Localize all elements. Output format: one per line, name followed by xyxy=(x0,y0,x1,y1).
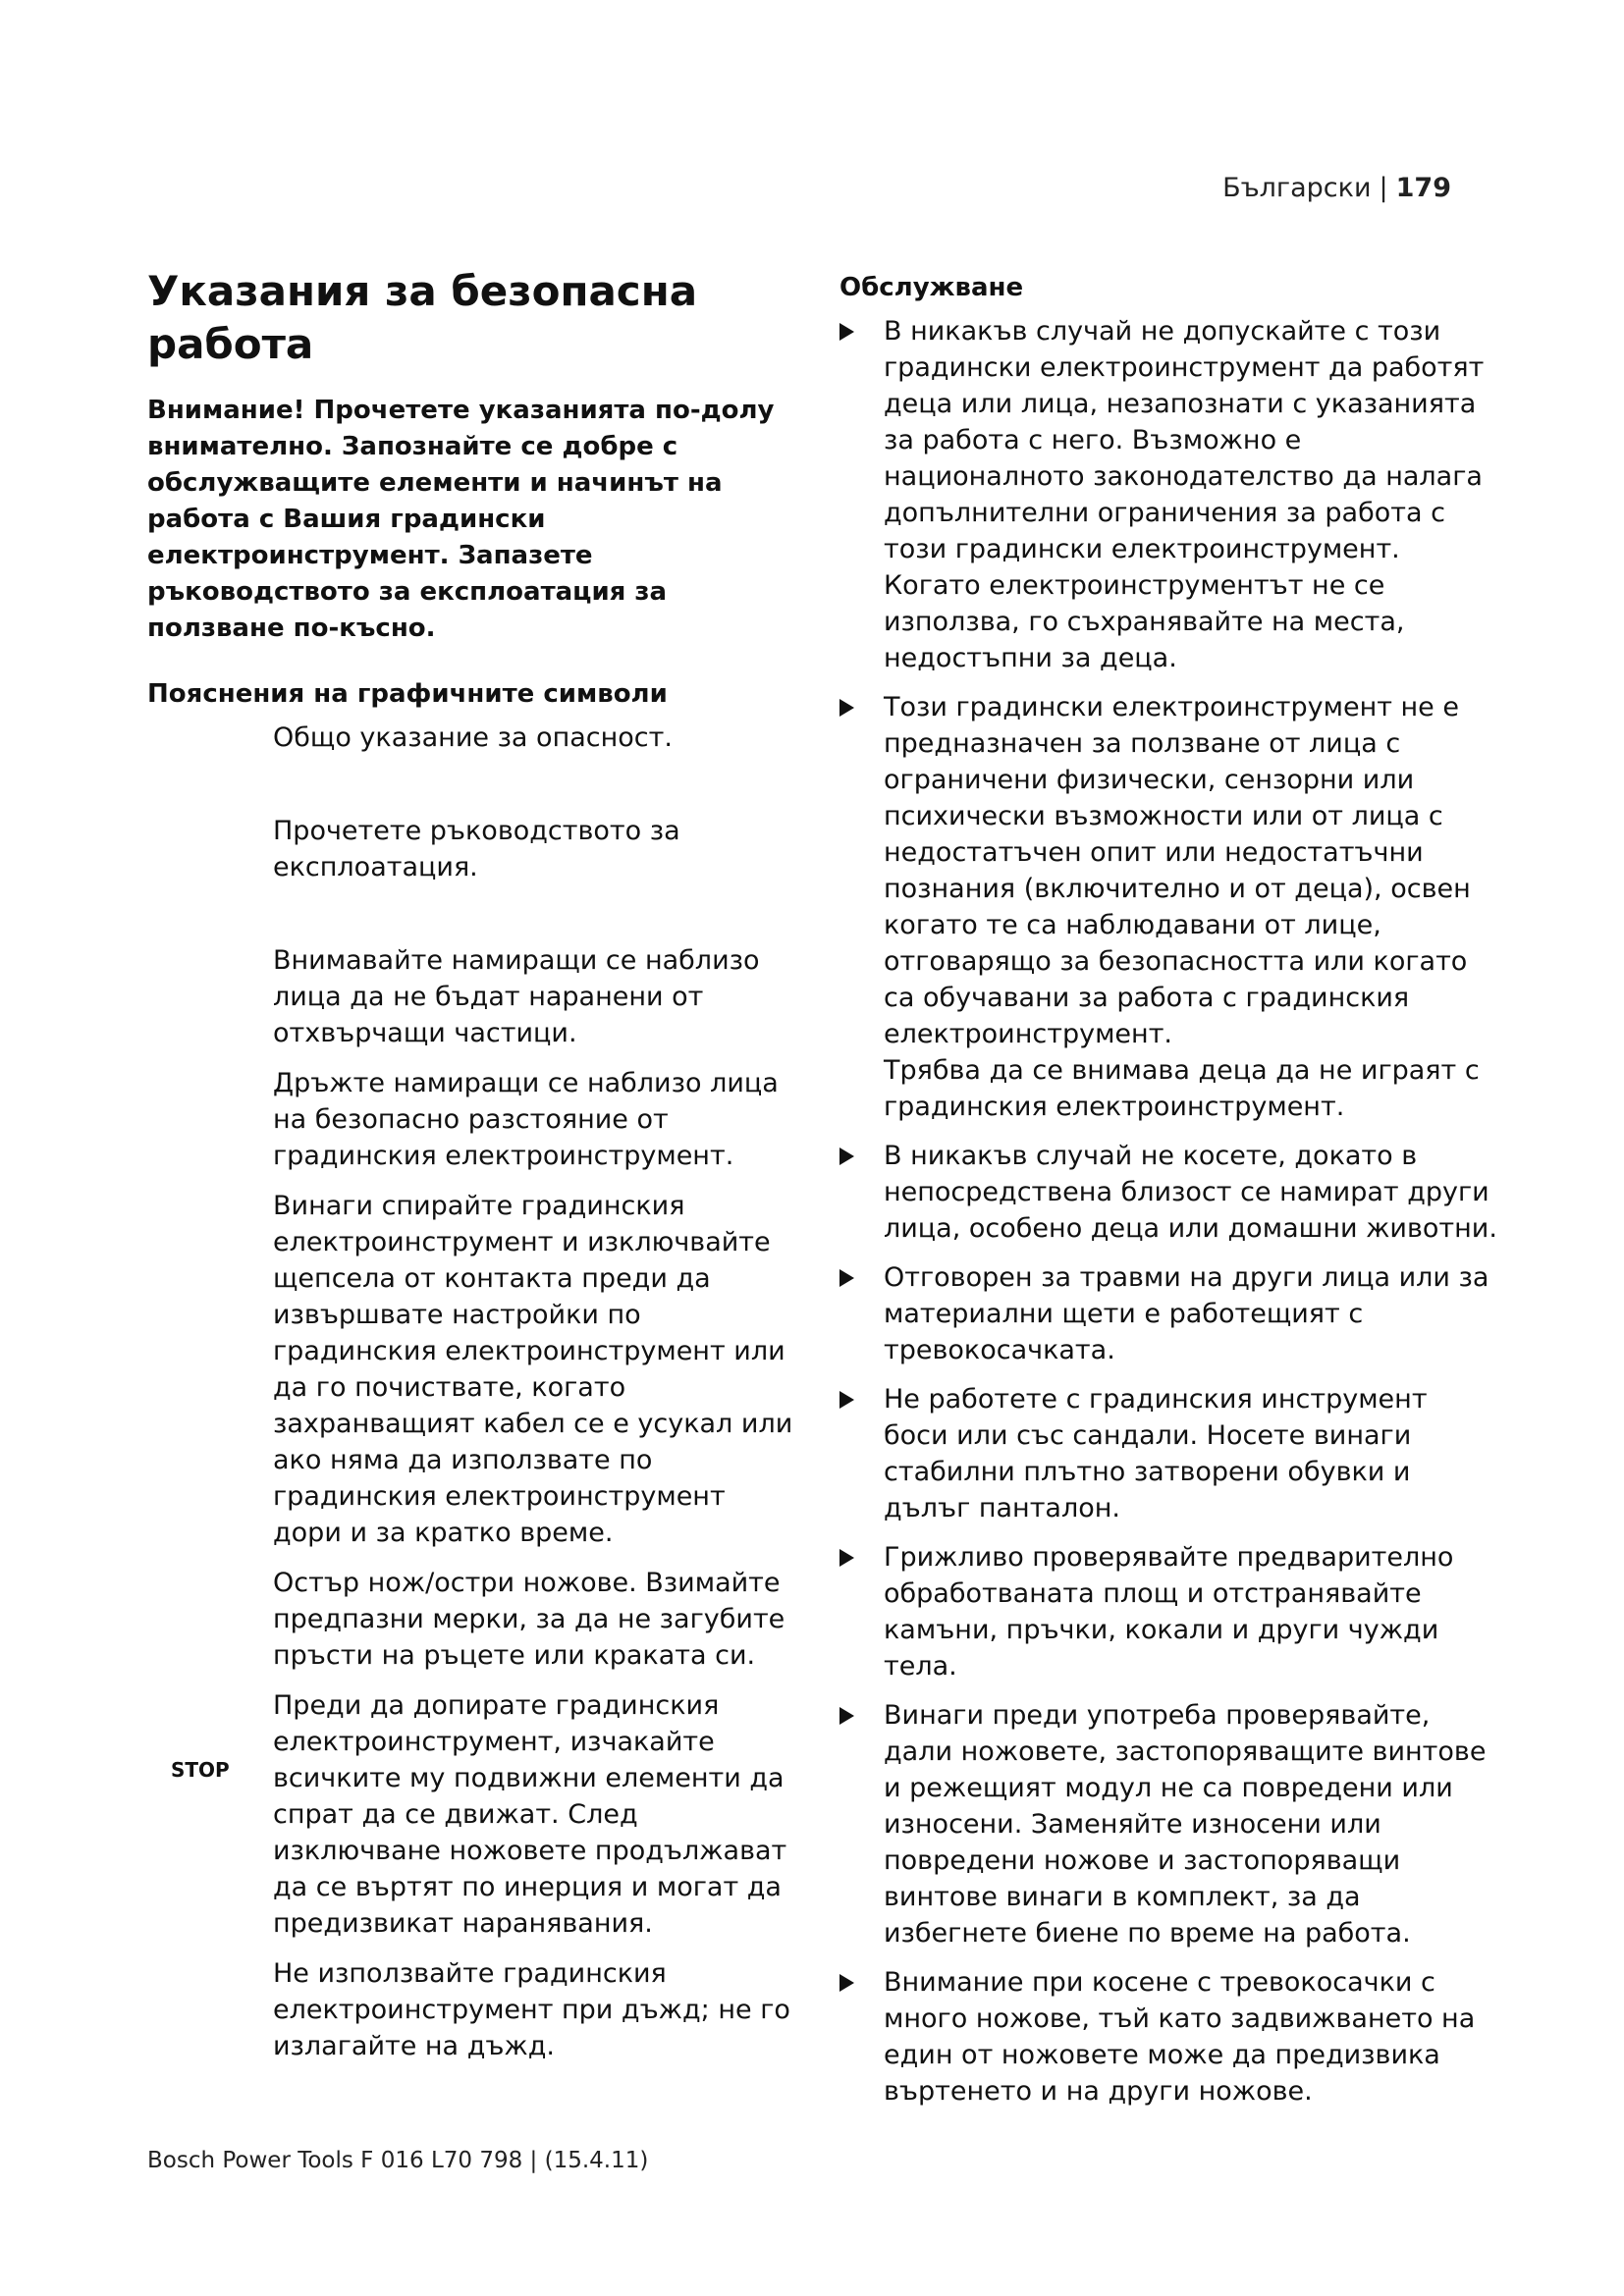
list-item: Винаги преди употреба проверявайте, дали ножовете, застопоряващите винтове и режещият модул не са повредени или износени. Заменяйте износени или повредени ножове и застопоряващи винтове винаги в комплект, за да избегнете биене по време на работа. xyxy=(839,1697,1497,1951)
symbols-heading: Пояснения на графичните символи xyxy=(147,679,668,709)
header-separator: | xyxy=(1379,173,1388,203)
warning-paragraph: Внимание! Прочетете указанията по-долу внимателно. Запознайте се добре с обслужващите елементи и начинът на работа с Вашия градински електроинструмент. Запазете ръководството за експлоатация за ползване по-късно. xyxy=(147,396,775,643)
page-header xyxy=(1222,173,1451,203)
symbol-item-no-rain xyxy=(147,1955,795,2064)
list-item: Внимание при косене с тревокосачки с много ножове, тъй като задвижването на един от ножовете може да предизвика въртенето и на други ножове. xyxy=(839,1964,1497,2109)
symbol-text: Прочетете ръководството за експлоатация. xyxy=(273,816,680,882)
right-column xyxy=(839,270,1497,2122)
bullet-arrow-icon xyxy=(839,1148,854,1165)
list-item: Този градински електроинструмент не е предназначен за ползване от лица с ограничени физически, сензорни или психически възможности или от лица с недостатъчен опит или недостатъчни познания (включително и от деца), освен когато те са наблюдавани от лице, отговарящо за безопасността или когато са обучавани за работа с градинския електроинструмент. Трябва да се внимава деца да не играят с градинския електроинструмент. xyxy=(839,689,1497,1125)
bullet-arrow-icon xyxy=(839,699,854,717)
bullet-arrow-icon xyxy=(839,1974,854,1992)
operation-heading: Обслужване xyxy=(839,273,1024,302)
page-number: 179 xyxy=(1395,173,1451,203)
symbol-text: Общо указание за опасност. xyxy=(273,722,673,753)
symbol-item-wait-stop xyxy=(147,1687,795,1942)
list-item: Отговорен за травми на други лица или за материални щети е работещият с тревокосачката. xyxy=(839,1259,1497,1368)
list-item: В никакъв случай не допускайте с този градински електроинструмент да работят деца или лица, незапознати с указанията за работа с него. Възможно е националното законодателство да налага допълнителни ограничения за работа с този градински електроинструмент. Когато електроинструментът не се използва, го съхранявайте на места, недостъпни за деца. xyxy=(839,313,1497,676)
list-item: В никакъв случай не косете, докато в непосредствена близост се намират други лица, особено деца или домашни животни. xyxy=(839,1138,1497,1247)
list-item-extra: Трябва да се внимава деца да не играят с градинския електроинструмент. xyxy=(884,1055,1480,1122)
operation-bullet-list xyxy=(839,313,1497,2109)
symbol-item-flying-particles xyxy=(147,942,795,1051)
bullet-arrow-icon xyxy=(839,1707,854,1725)
symbol-text: Не използвайте градинския електроинструмент при дъжд; не го излагайте на дъжд. xyxy=(273,1958,790,2061)
symbol-item-keep-distance xyxy=(147,1065,795,1174)
section-title: Указания за безопасна работа xyxy=(147,267,698,368)
bullet-arrow-icon xyxy=(839,1269,854,1287)
symbol-item-sharp-blades xyxy=(147,1565,795,1674)
list-item: Не работете с градинския инструмент боси или със сандали. Носете винаги стабилни плътно затворени обувки и дълъг панталон. xyxy=(839,1381,1497,1526)
symbol-text: Внимавайте намиращи се наблизо лица да не бъдат наранени от отхвърчащи частици. xyxy=(273,945,760,1048)
left-column xyxy=(147,265,795,2078)
page-footer: Bosch Power Tools F 016 L70 798 | (15.4.11) xyxy=(147,2148,649,2173)
stop-label: STOP xyxy=(171,1758,230,1782)
symbol-text: Остър нож/остри ножове. Взимайте предпазни мерки, за да не загубите пръсти на ръцете или краката си. xyxy=(273,1568,785,1671)
bullet-arrow-icon xyxy=(839,323,854,341)
bullet-arrow-icon xyxy=(839,1549,854,1567)
symbol-text: Винаги спирайте градинския електроинструмент и изключвайте щепсела от контакта преди да извършвате настройки по градинския електроинструмент или да го почиствате, когато захранващият кабел се е усукал или ако няма да използвате по градинския електроинструмент дори и за кратко време. xyxy=(273,1191,793,1548)
symbol-item-read-manual xyxy=(147,813,795,885)
header-language: Български xyxy=(1222,173,1372,203)
symbol-text: Преди да допирате градинския електроинструмент, изчакайте всичките му подвижни елементи да спрат да се движат. След изключване ножовете продължават да се въртят по инерция и могат да предизвикат наранявания. xyxy=(273,1690,787,1939)
bullet-arrow-icon xyxy=(839,1391,854,1409)
symbol-text: Дръжте намиращи се наблизо лица на безопасно разстояние от градинския електроинструмент. xyxy=(273,1068,779,1171)
list-item: Грижливо проверявайте предварително обработваната площ и отстранявайте камъни, пръчки, кокали и други чужди тела. xyxy=(839,1539,1497,1684)
symbol-item-general-danger xyxy=(147,720,795,756)
symbol-item-unplug xyxy=(147,1188,795,1551)
